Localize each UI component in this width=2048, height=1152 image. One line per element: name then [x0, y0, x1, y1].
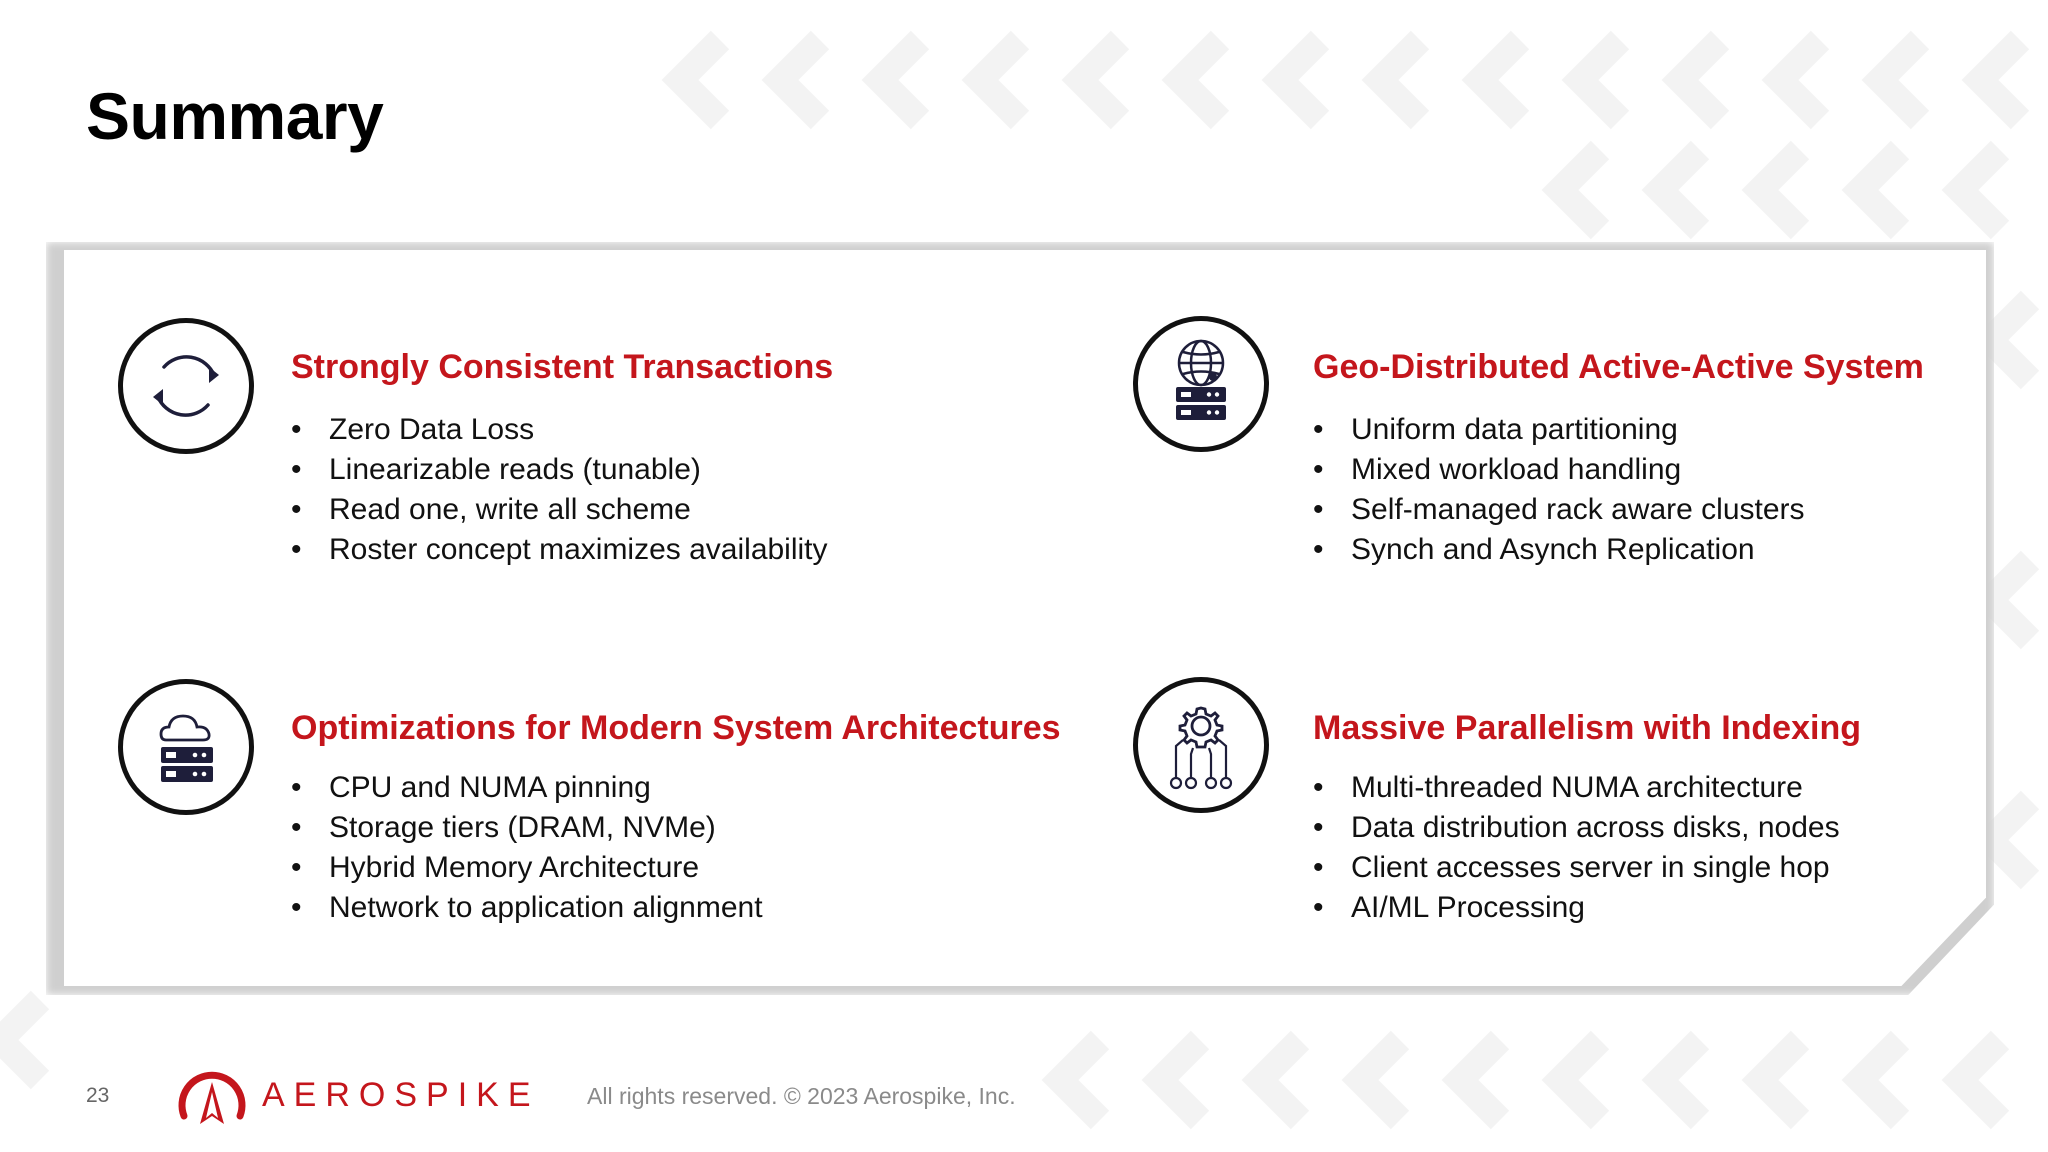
list-item: • Linearizable reads (tunable): [291, 450, 828, 490]
list-item: • Multi-threaded NUMA architecture: [1313, 768, 1840, 808]
bullet-list-geo-distributed: [1313, 410, 1805, 570]
gear-network-icon: [1133, 677, 1269, 813]
cloud-server-icon: [118, 679, 254, 815]
bullet-list-modern-architectures: [291, 768, 763, 928]
list-item: • Synch and Asynch Replication: [1313, 530, 1805, 570]
list-item: • Hybrid Memory Architecture: [291, 848, 763, 888]
list-item: • CPU and NUMA pinning: [291, 768, 763, 808]
page-title: Summary: [86, 79, 384, 153]
list-item: • Roster concept maximizes availability: [291, 530, 828, 570]
aerospike-logo-icon: [174, 1062, 250, 1138]
list-item: • Mixed workload handling: [1313, 450, 1805, 490]
bullet-list-massive-parallelism: [1313, 768, 1840, 928]
list-item: • Data distribution across disks, nodes: [1313, 808, 1840, 848]
bullet-list-consistent-transactions: [291, 410, 828, 570]
list-item: • Storage tiers (DRAM, NVMe): [291, 808, 763, 848]
section-title-geo-distributed: Geo-Distributed Active-Active System: [1313, 348, 1924, 386]
list-item: • Self-managed rack aware clusters: [1313, 490, 1805, 530]
copyright-notice: All rights reserved. © 2023 Aerospike, Inc.: [587, 1083, 1016, 1109]
list-item: • Uniform data partitioning: [1313, 410, 1805, 450]
section-title-modern-architectures: Optimizations for Modern System Architectures: [291, 709, 1061, 747]
list-item: • Zero Data Loss: [291, 410, 828, 450]
list-item: • Client accesses server in single hop: [1313, 848, 1840, 888]
list-item: • Read one, write all scheme: [291, 490, 828, 530]
refresh-cycle-icon: [118, 318, 254, 454]
aerospike-logo-text: AEROSPIKE: [262, 1076, 540, 1114]
list-item: • Network to application alignment: [291, 888, 763, 928]
section-title-consistent-transactions: Strongly Consistent Transactions: [291, 348, 834, 386]
section-title-massive-parallelism: Massive Parallelism with Indexing: [1313, 709, 1861, 747]
list-item: • AI/ML Processing: [1313, 888, 1840, 928]
globe-server-icon: [1133, 316, 1269, 452]
page-number: 23: [86, 1084, 110, 1107]
